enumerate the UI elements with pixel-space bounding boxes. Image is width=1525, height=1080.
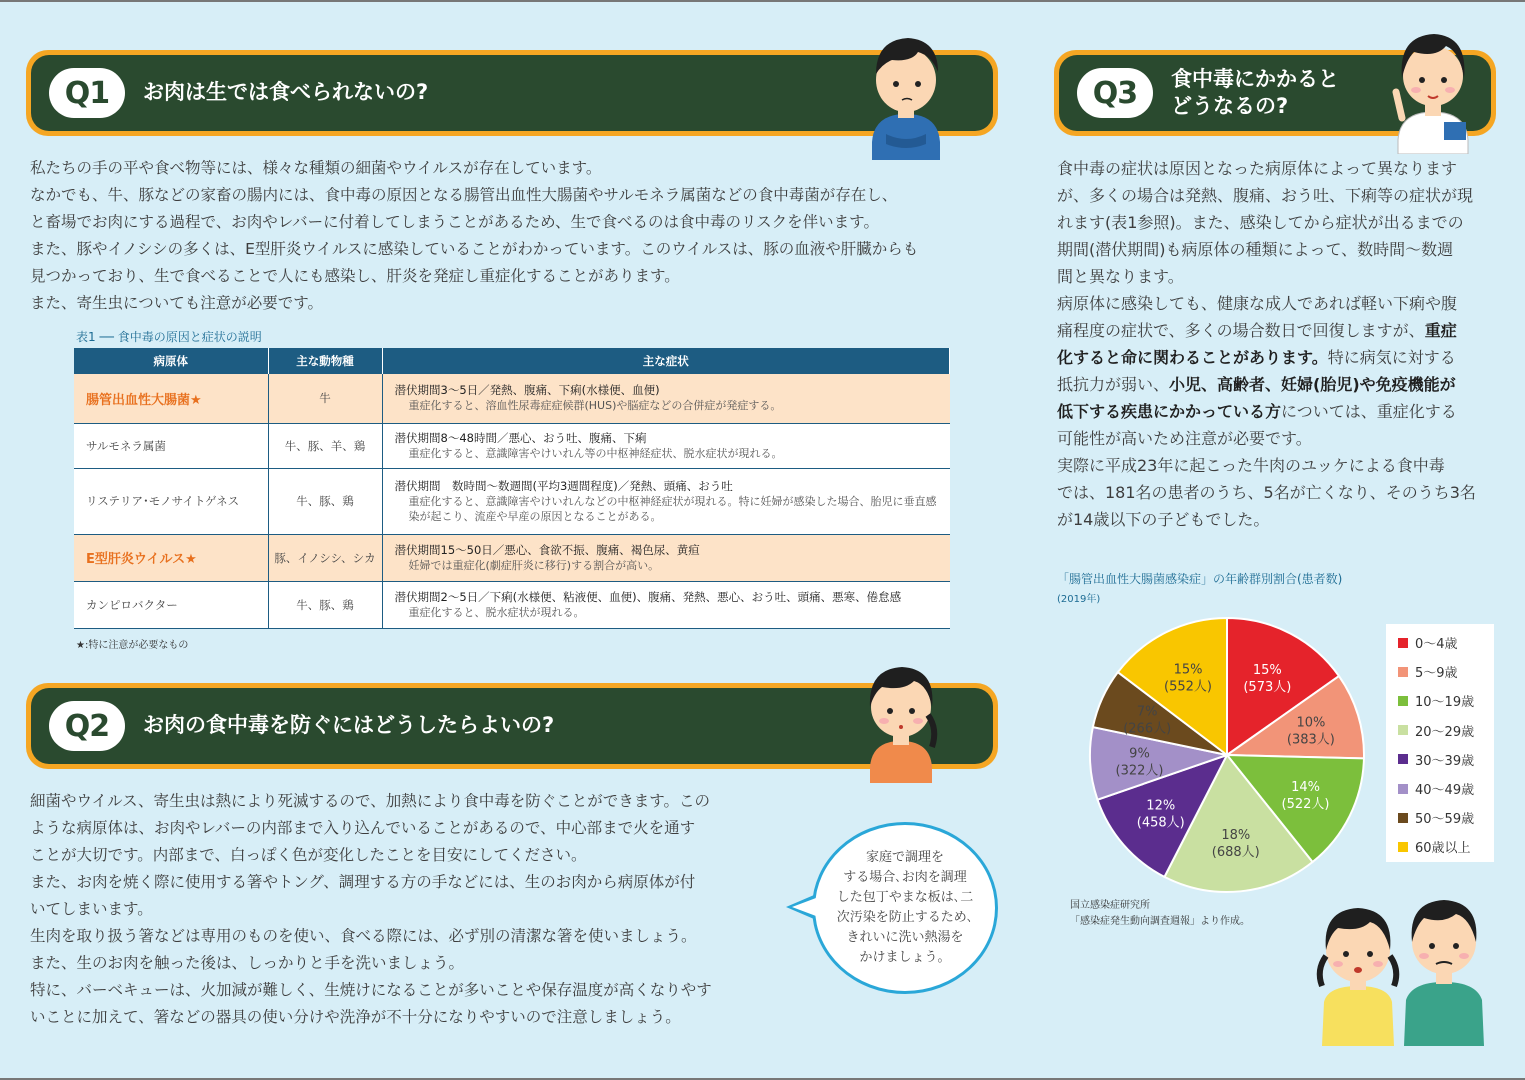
symptoms-detail: 重症化すると、脱水症状が現れる。 xyxy=(408,605,585,619)
q3-line xyxy=(1057,182,1502,209)
pie-count-label: (383人) xyxy=(1286,732,1335,748)
pie-percent-label: 15% xyxy=(1173,662,1203,678)
q1-paragraph: また、寄生虫についても注意が必要です。 xyxy=(30,294,323,312)
legend-item xyxy=(1398,803,1494,832)
q3-text: では、181名の患者のうち、5名が亡くなり、そのうち3名 xyxy=(1057,483,1476,502)
q2-title: お肉の食中毒を防ぐにはどうしたらよいの? xyxy=(143,713,555,738)
q1-paragraph: なかでも、牛、豚などの家畜の腸内には、食中毒の原因となる腸管出血性大腸菌やサルモネラ属菌などの食中毒菌が存在し、 xyxy=(30,186,898,204)
symptoms-main: 潜伏期間3～5日／発熱、腹痛、下痢(水様便、血便) xyxy=(394,383,660,398)
q3-text: が、多くの場合は発熱、腹痛、おう吐、下痢等の症状が現 xyxy=(1057,186,1474,205)
pathogen-name: サルモネラ属菌 xyxy=(74,423,268,468)
q3-text: 間と異なります。 xyxy=(1057,267,1184,286)
legend-item xyxy=(1398,716,1494,745)
table-row xyxy=(74,468,950,534)
symptoms-cell xyxy=(382,468,950,534)
animal-species: 豚、イノシシ、シカ xyxy=(268,534,382,581)
q2-paragraph: また、お肉を焼く際に使用する箸やトング、調理する方の手などには、生のお肉から病原体が付 xyxy=(30,873,696,891)
q3-line xyxy=(1057,236,1502,263)
pie-count-label: (522人) xyxy=(1281,796,1330,812)
q2-paragraph: ことが大切です。内部まで、白っぽく色が変化したことを目安にしてください。 xyxy=(30,846,587,864)
q3-line xyxy=(1057,263,1502,290)
legend-label: 0～4歳 xyxy=(1415,637,1458,653)
legend-label: 5～9歳 xyxy=(1415,666,1458,682)
q3-line xyxy=(1057,317,1502,344)
pathogen-name: E型肝炎ウイルス★ xyxy=(74,534,268,581)
q3-emphasis: 低下する疾患にかかっている方 xyxy=(1057,402,1282,421)
table-row xyxy=(74,423,950,468)
q3-text: 可能性が高いため注意が必要です。 xyxy=(1057,429,1312,448)
legend-item xyxy=(1398,628,1494,657)
legend-item xyxy=(1398,686,1494,715)
bubble-line: 次汚染を防止するため､ xyxy=(836,910,974,925)
chart-subtitle: (2019年) xyxy=(1057,594,1101,605)
q2-body xyxy=(30,788,790,1031)
symptoms-main: 潜伏期間2～5日／下痢(水様便、粘液便、血便)、腹痛、発熱、悪心、おう吐、頭痛、悪寒、倦怠感 xyxy=(394,589,902,604)
pie-percent-label: 14% xyxy=(1291,779,1320,795)
legend-item xyxy=(1398,774,1494,803)
symptoms-cell xyxy=(382,423,950,468)
symptoms-main: 潜伏期間15～50日／悪心、食欲不振、腹痛、褐色尿、黄疸 xyxy=(394,542,700,557)
q3-title xyxy=(1171,66,1339,121)
pathogen-name: カンピロバクター xyxy=(74,581,268,628)
q3-line xyxy=(1057,371,1502,398)
symptoms-main: 潜伏期間 数時間～数週間(平均3週間程度)／発熱、頭痛、おう吐 xyxy=(394,478,733,493)
bubble-line: かけましょう。 xyxy=(859,950,951,965)
symptoms-cell xyxy=(382,581,950,628)
q3-text: 特に病気に対する xyxy=(1327,348,1456,367)
symptoms-main: 潜伏期間8～48時間／悪心、おう吐、腹痛、下痢 xyxy=(394,430,647,445)
legend-label: 30～39歳 xyxy=(1415,753,1475,769)
q3-emphasis: 小児、高齢者、妊婦(胎児)や免疫機能が xyxy=(1169,375,1456,394)
bubble-line: した包丁やまな板は､二 xyxy=(836,890,974,905)
pie-percent-label: 15% xyxy=(1252,663,1282,679)
table-header-row xyxy=(74,348,950,374)
q3-title-line: どうなるの? xyxy=(1171,94,1289,118)
worried-children-illustration xyxy=(1308,890,1508,1046)
pie-count-label: (266人) xyxy=(1123,721,1172,737)
q1-paragraph: また、豚やイノシシの多くは、E型肝炎ウイルスに感染していることがわかっています。このウイルスは、豚の血液や肝臓からも xyxy=(30,240,919,258)
speech-bubble xyxy=(812,822,998,994)
animal-species: 牛、豚、鶏 xyxy=(268,468,382,534)
q3-text: 抵抗力が弱い、 xyxy=(1057,375,1170,394)
symptoms-detail: 重症化すると、溶血性尿毒症症候群(HUS)や脳症などの合併症が発症する。 xyxy=(408,399,782,413)
pathogen-name: リステリア･モノサイトゲネス xyxy=(74,468,268,534)
symptoms-detail: 妊婦では重症化(劇症肝炎に移行)する割合が高い。 xyxy=(408,558,660,572)
table-row xyxy=(74,534,950,581)
table-header-symptoms: 主な症状 xyxy=(382,348,950,374)
q3-text: 実際に平成23年に起こった牛肉のユッケによる食中毒 xyxy=(1057,456,1445,475)
pie-percent-label: 18% xyxy=(1221,828,1251,844)
q3-line xyxy=(1057,344,1502,371)
q1-paragraph: 見つかっており、生で食べることで人にも感染し、肝炎を発症し重症化することがあります。 xyxy=(30,267,680,285)
q2-paragraph: いてしまいます。 xyxy=(30,900,153,918)
q3-line xyxy=(1057,506,1502,533)
source-line: 「感染症発生動向調査週報」より作成。 xyxy=(1070,916,1250,927)
legend-swatch xyxy=(1398,754,1408,764)
table-row xyxy=(74,374,950,423)
age-group-pie-chart xyxy=(1082,610,1372,900)
q1-title: お肉は生では食べられないの? xyxy=(143,80,429,105)
speech-bubble-tail-inner xyxy=(792,898,816,916)
q1-paragraph: 私たちの手の平や食べ物等には、様々な種類の細菌やウイルスが存在しています。 xyxy=(30,159,602,177)
legend-label: 20～29歳 xyxy=(1415,724,1475,740)
table-row xyxy=(74,581,950,628)
q3-title-line: 食中毒にかかると xyxy=(1171,66,1339,91)
pathogen-name: 腸管出血性大腸菌★ xyxy=(74,374,268,423)
q2-badge: Q2 xyxy=(49,701,125,751)
pie-percent-label: 12% xyxy=(1146,798,1176,814)
pie-percent-label: 7% xyxy=(1136,704,1158,720)
chart-legend xyxy=(1386,624,1494,862)
animal-species: 牛、豚、鶏 xyxy=(268,581,382,628)
table-header-pathogen: 病原体 xyxy=(74,348,268,374)
symptoms-detail: 重症化すると、意識障害やけいれんなどの中枢神経症状が現れる。特に妊婦が感染した場合、胎児に垂直感染が起こり、流産や早産の原因となることがある。 xyxy=(408,494,937,523)
legend-label: 60歳以上 xyxy=(1415,841,1471,857)
q3-text: れます(表1参照)。また、感染してから症状が出るまでの xyxy=(1057,213,1464,232)
legend-label: 50～59歳 xyxy=(1415,812,1475,828)
q3-text: 病原体に感染しても、健康な成人であれば軽い下痢や腹 xyxy=(1057,294,1458,313)
legend-item xyxy=(1398,657,1494,686)
pie-count-label: (458人) xyxy=(1136,815,1185,831)
q1-badge: Q1 xyxy=(49,68,125,118)
q3-line xyxy=(1057,452,1502,479)
pie-count-label: (322人) xyxy=(1115,763,1164,779)
q2-paragraph: また、生のお肉を触った後は、しっかりと手を洗いましょう。 xyxy=(30,954,465,972)
q3-text: 痛程度の症状で、多くの場合数日で回復しますが、 xyxy=(1057,321,1425,340)
q3-line xyxy=(1057,209,1502,236)
legend-swatch xyxy=(1398,696,1408,706)
legend-label: 10～19歳 xyxy=(1415,695,1475,711)
q3-line xyxy=(1057,425,1502,452)
q2-paragraph: 生肉を取り扱う箸などは専用のものを使い、食べる際には、必ず別の清潔な箸を使いましょう。 xyxy=(30,927,697,945)
pathogen-table xyxy=(74,348,950,629)
q3-line xyxy=(1057,155,1502,182)
q3-line xyxy=(1057,290,1502,317)
legend-item xyxy=(1398,832,1494,861)
doctor-illustration xyxy=(1388,22,1478,154)
pie-percent-label: 9% xyxy=(1129,746,1150,762)
q3-text: が14歳以下の子どもでした。 xyxy=(1057,510,1270,529)
q1-paragraph: と畜場でお肉にする過程で、お肉やレバーに付着してしまうことがあるため、生で食べるのは食中毒のリスクを伴います。 xyxy=(30,213,879,231)
table-footnote: ★:特に注意が必要なもの xyxy=(76,640,189,651)
q2-paragraph: ような病原体は、お肉やレバーの内部まで入り込んでいることがあるので、中心部まで火を通す xyxy=(30,819,696,837)
q2-paragraph: 特に、バーベキューは、火加減が難しく、生焼けになることが多いことや保存温度が高くなりやす xyxy=(30,981,712,999)
legend-swatch xyxy=(1398,842,1408,852)
legend-swatch xyxy=(1398,638,1408,648)
pie-count-label: (688人) xyxy=(1211,845,1260,861)
q3-text: 食中毒の症状は原因となった病原体によって異なります xyxy=(1057,159,1458,178)
q3-text: については、重症化する xyxy=(1281,402,1457,421)
legend-item xyxy=(1398,745,1494,774)
legend-swatch xyxy=(1398,784,1408,794)
pie-count-label: (552人) xyxy=(1164,679,1213,695)
symptoms-cell xyxy=(382,534,950,581)
animal-species: 牛、豚、羊、鶏 xyxy=(268,423,382,468)
chart-source xyxy=(1070,898,1250,930)
q3-emphasis: 重症 xyxy=(1424,321,1457,340)
bubble-line: きれいに洗い熱湯を xyxy=(846,930,964,945)
chart-title: 「腸管出血性大腸菌感染症」の年齢群別割合(患者数) xyxy=(1057,572,1343,586)
bubble-line: 家庭で調理を xyxy=(865,850,944,865)
q2-paragraph: いことに加えて、箸などの器具の使い分けや洗浄が不十分になりやすいので注意しましょう。 xyxy=(30,1008,681,1026)
animal-species: 牛 xyxy=(268,374,382,423)
pie-percent-label: 10% xyxy=(1296,715,1326,731)
source-line: 国立感染症研究所 xyxy=(1070,900,1150,911)
table-header-animals: 主な動物種 xyxy=(268,348,382,374)
q3-line xyxy=(1057,479,1502,506)
bubble-line: する場合､お肉を調理 xyxy=(843,870,967,885)
symptoms-detail: 重症化すると、意識障害やけいれん等の中枢神経症状、脱水症状が現れる。 xyxy=(408,446,783,460)
legend-swatch xyxy=(1398,813,1408,823)
q2-paragraph: 細菌やウイルス、寄生虫は熱により死滅するので、加熱により食中毒を防ぐことができます。この xyxy=(30,792,710,810)
q1-header xyxy=(26,50,998,136)
thinking-boy-illustration xyxy=(862,22,950,160)
q1-body xyxy=(30,155,1000,317)
q2-header xyxy=(26,683,998,769)
legend-swatch xyxy=(1398,725,1408,735)
q3-emphasis: 化すると命に関わることがあります。 xyxy=(1057,348,1328,367)
pie-count-label: (573人) xyxy=(1243,680,1292,696)
legend-label: 40～49歳 xyxy=(1415,783,1475,799)
legend-swatch xyxy=(1398,667,1408,677)
q3-badge: Q3 xyxy=(1077,68,1153,118)
thinking-girl-illustration xyxy=(858,655,944,783)
q3-text: 期間(潜伏期間)も病原体の種類によって、数時間～数週 xyxy=(1057,240,1454,259)
symptoms-cell xyxy=(382,374,950,423)
q3-body xyxy=(1057,155,1502,533)
q3-line xyxy=(1057,398,1502,425)
table-caption: 表1 ── 食中毒の原因と症状の説明 xyxy=(76,330,262,344)
